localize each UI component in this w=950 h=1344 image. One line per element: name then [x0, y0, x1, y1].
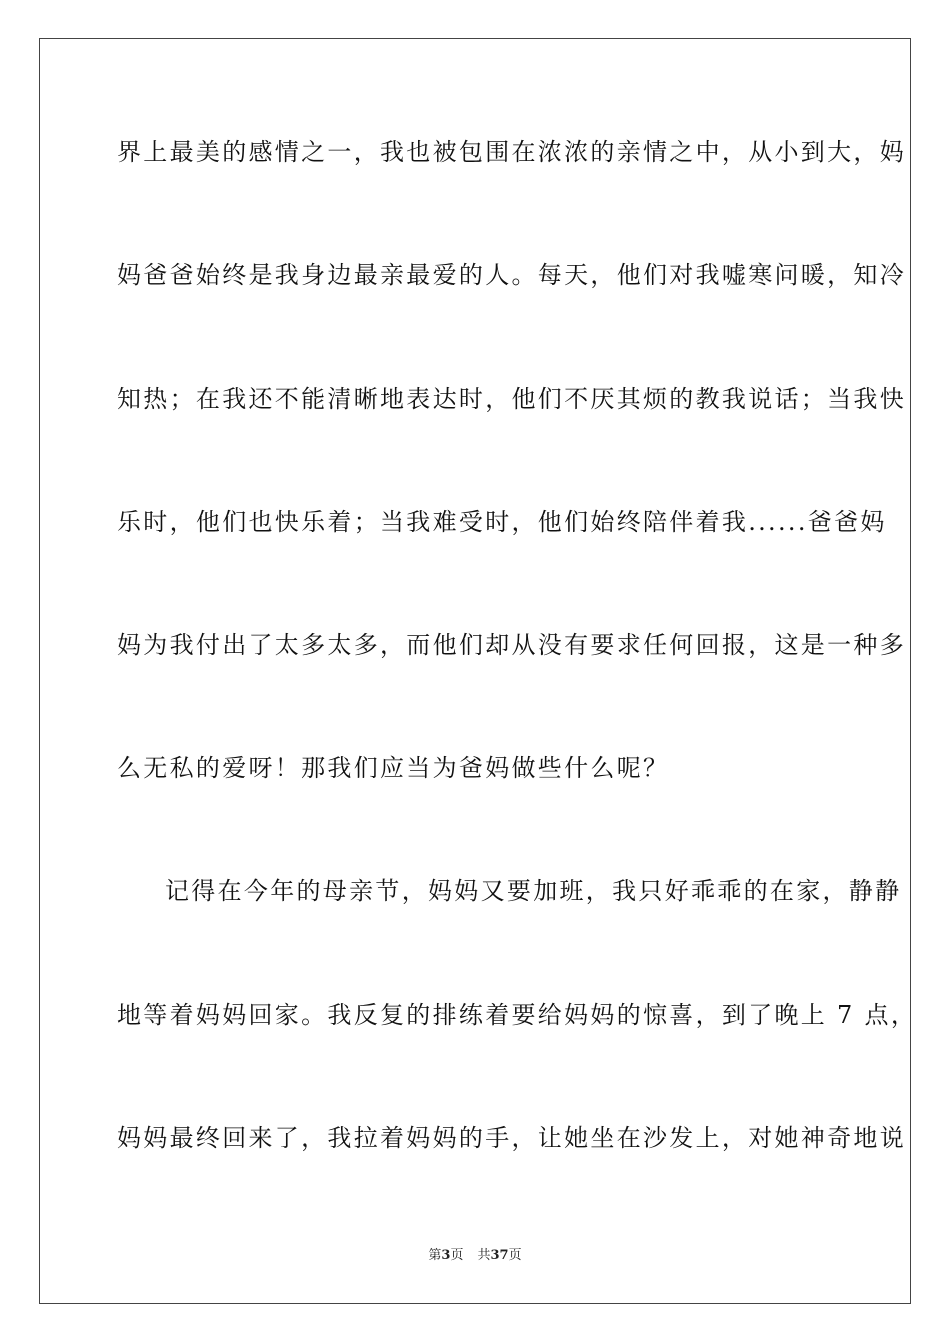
- page-footer: [0, 1247, 950, 1265]
- total-pages-suffix: 页: [508, 1248, 522, 1263]
- body-line-9: 妈妈最终回来了，我拉着妈妈的手，让她坐在沙发上，对她神奇地说: [117, 1124, 906, 1152]
- body-line-3: 知热；在我还不能清晰地表达时，他们不厌其烦的教我说话；当我快: [117, 385, 906, 413]
- body-line-7-paragraph-start: 记得在今年的母亲节，妈妈又要加班，我只好乖乖的在家，静静: [165, 877, 902, 905]
- body-line-2: 妈爸爸始终是我身边最亲最爱的人。每天，他们对我嘘寒问暖，知冷: [117, 261, 906, 289]
- page-number-suffix: 页: [450, 1248, 464, 1263]
- current-page-number: 3: [441, 1248, 451, 1263]
- body-line-8: 地等着妈妈回家。我反复的排练着要给妈妈的惊喜，到了晚上 7 点，: [117, 1001, 918, 1029]
- page-border: [39, 38, 918, 1304]
- body-line-5: 妈为我付出了太多太多，而他们却从没有要求任何回报，这是一种多: [117, 631, 906, 659]
- body-line-6: 么无私的爱呀！那我们应当为爸妈做些什么呢？: [117, 754, 670, 782]
- body-line-1: 界上最美的感情之一，我也被包围在浓浓的亲情之中，从小到大，妈: [117, 138, 906, 166]
- total-pages-prefix: 共: [477, 1248, 491, 1263]
- body-line-4: 乐时，他们也快乐着；当我难受时，他们始终陪伴着我......爸爸妈: [117, 508, 887, 536]
- total-pages-number: 37: [490, 1248, 509, 1263]
- page-number-prefix: 第: [428, 1248, 442, 1263]
